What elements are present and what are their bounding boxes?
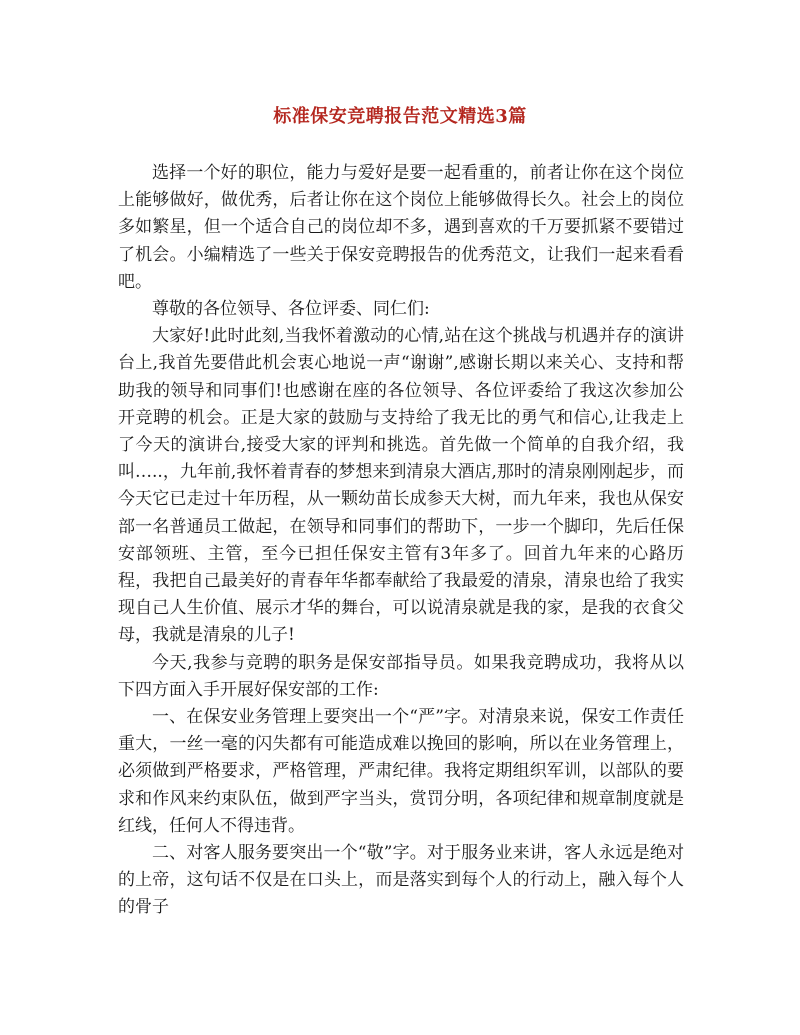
paragraph-position: 今天,我参与竞聘的职务是保安部指导员。如果我竞聘成功，我将从以下四方面入手开展好保安部的工作: [118,652,684,700]
document-title: 标准保安竞聘报告范文精选3篇 [273,106,527,127]
paragraph-intro: 选择一个好的职位，能力与爱好是要一起看重的，前者让你在这个岗位上能够做好，做优秀，后者让你在这个岗位上能够做得长久。社会上的岗位多如繁星，但一个适合自己的岗位却不多，遇到喜欢的千万要抓紧不要错过了机会。小编精选了一些关于保安竞聘报告的优秀范文，让我们一起来看看吧。 [118,163,684,292]
paragraph-self-introduction: 大家好!此时此刻,当我怀着激动的心情,站在这个挑战与机遇并存的演讲台上,我首先要借此机会衷心地说一声“谢谢”,感谢长期以来关心、支持和帮助我的领导和同事们!也感谢在座的各位领导、各位评委给了我这次参加公开竞聘的机会。正是大家的鼓励与支持给了我无比的勇气和信心,让我走上了今天的演讲台,接受大家的评判和挑选。首先做一个简单的自我介绍，我叫…..，九年前,我怀着青春的梦想来到清泉大酒店,那时的清泉刚刚起步，而今天它已走过十年历程，从一颗幼苗长成参天大树，而九年来，我也从保安部一名普通员工做起，在领导和同事们的帮助下，一步一个脚印，先后任保安部领班、主管，至今已担任保安主管有3年多了。回首九年来的心路历程，我把自己最美好的青春年华都奉献给了我最爱的清泉，清泉也给了我实现自己人生价值、展示才华的舞台，可以说清泉就是我的家，是我的衣食父母，我就是清泉的儿子! [118,326,684,646]
document-body [118,160,684,922]
paragraph-point-one: 一、在保安业务管理上要突出一个“严”字。对清泉来说，保安工作责任重大，一丝一毫的闪失都有可能造成难以挽回的影响，所以在业务管理上，必须做到严格要求，严格管理，严肃纪律。我将定期组织军训，以部队的要求和作风来约束队伍，做到严字当头，赏罚分明，各项纪律和规章制度就是红线，任何人不得违背。 [118,707,684,836]
paragraph-salutation: 尊敬的各位领导、各位评委、同仁们: [152,299,430,320]
paragraph-point-two: 二、对客人服务要突出一个“敬”字。对于服务业来讲，客人永远是绝对的上帝，这句话不仅是在口头上，而是落实到每个人的行动上，融入每个人的骨子 [118,843,684,918]
